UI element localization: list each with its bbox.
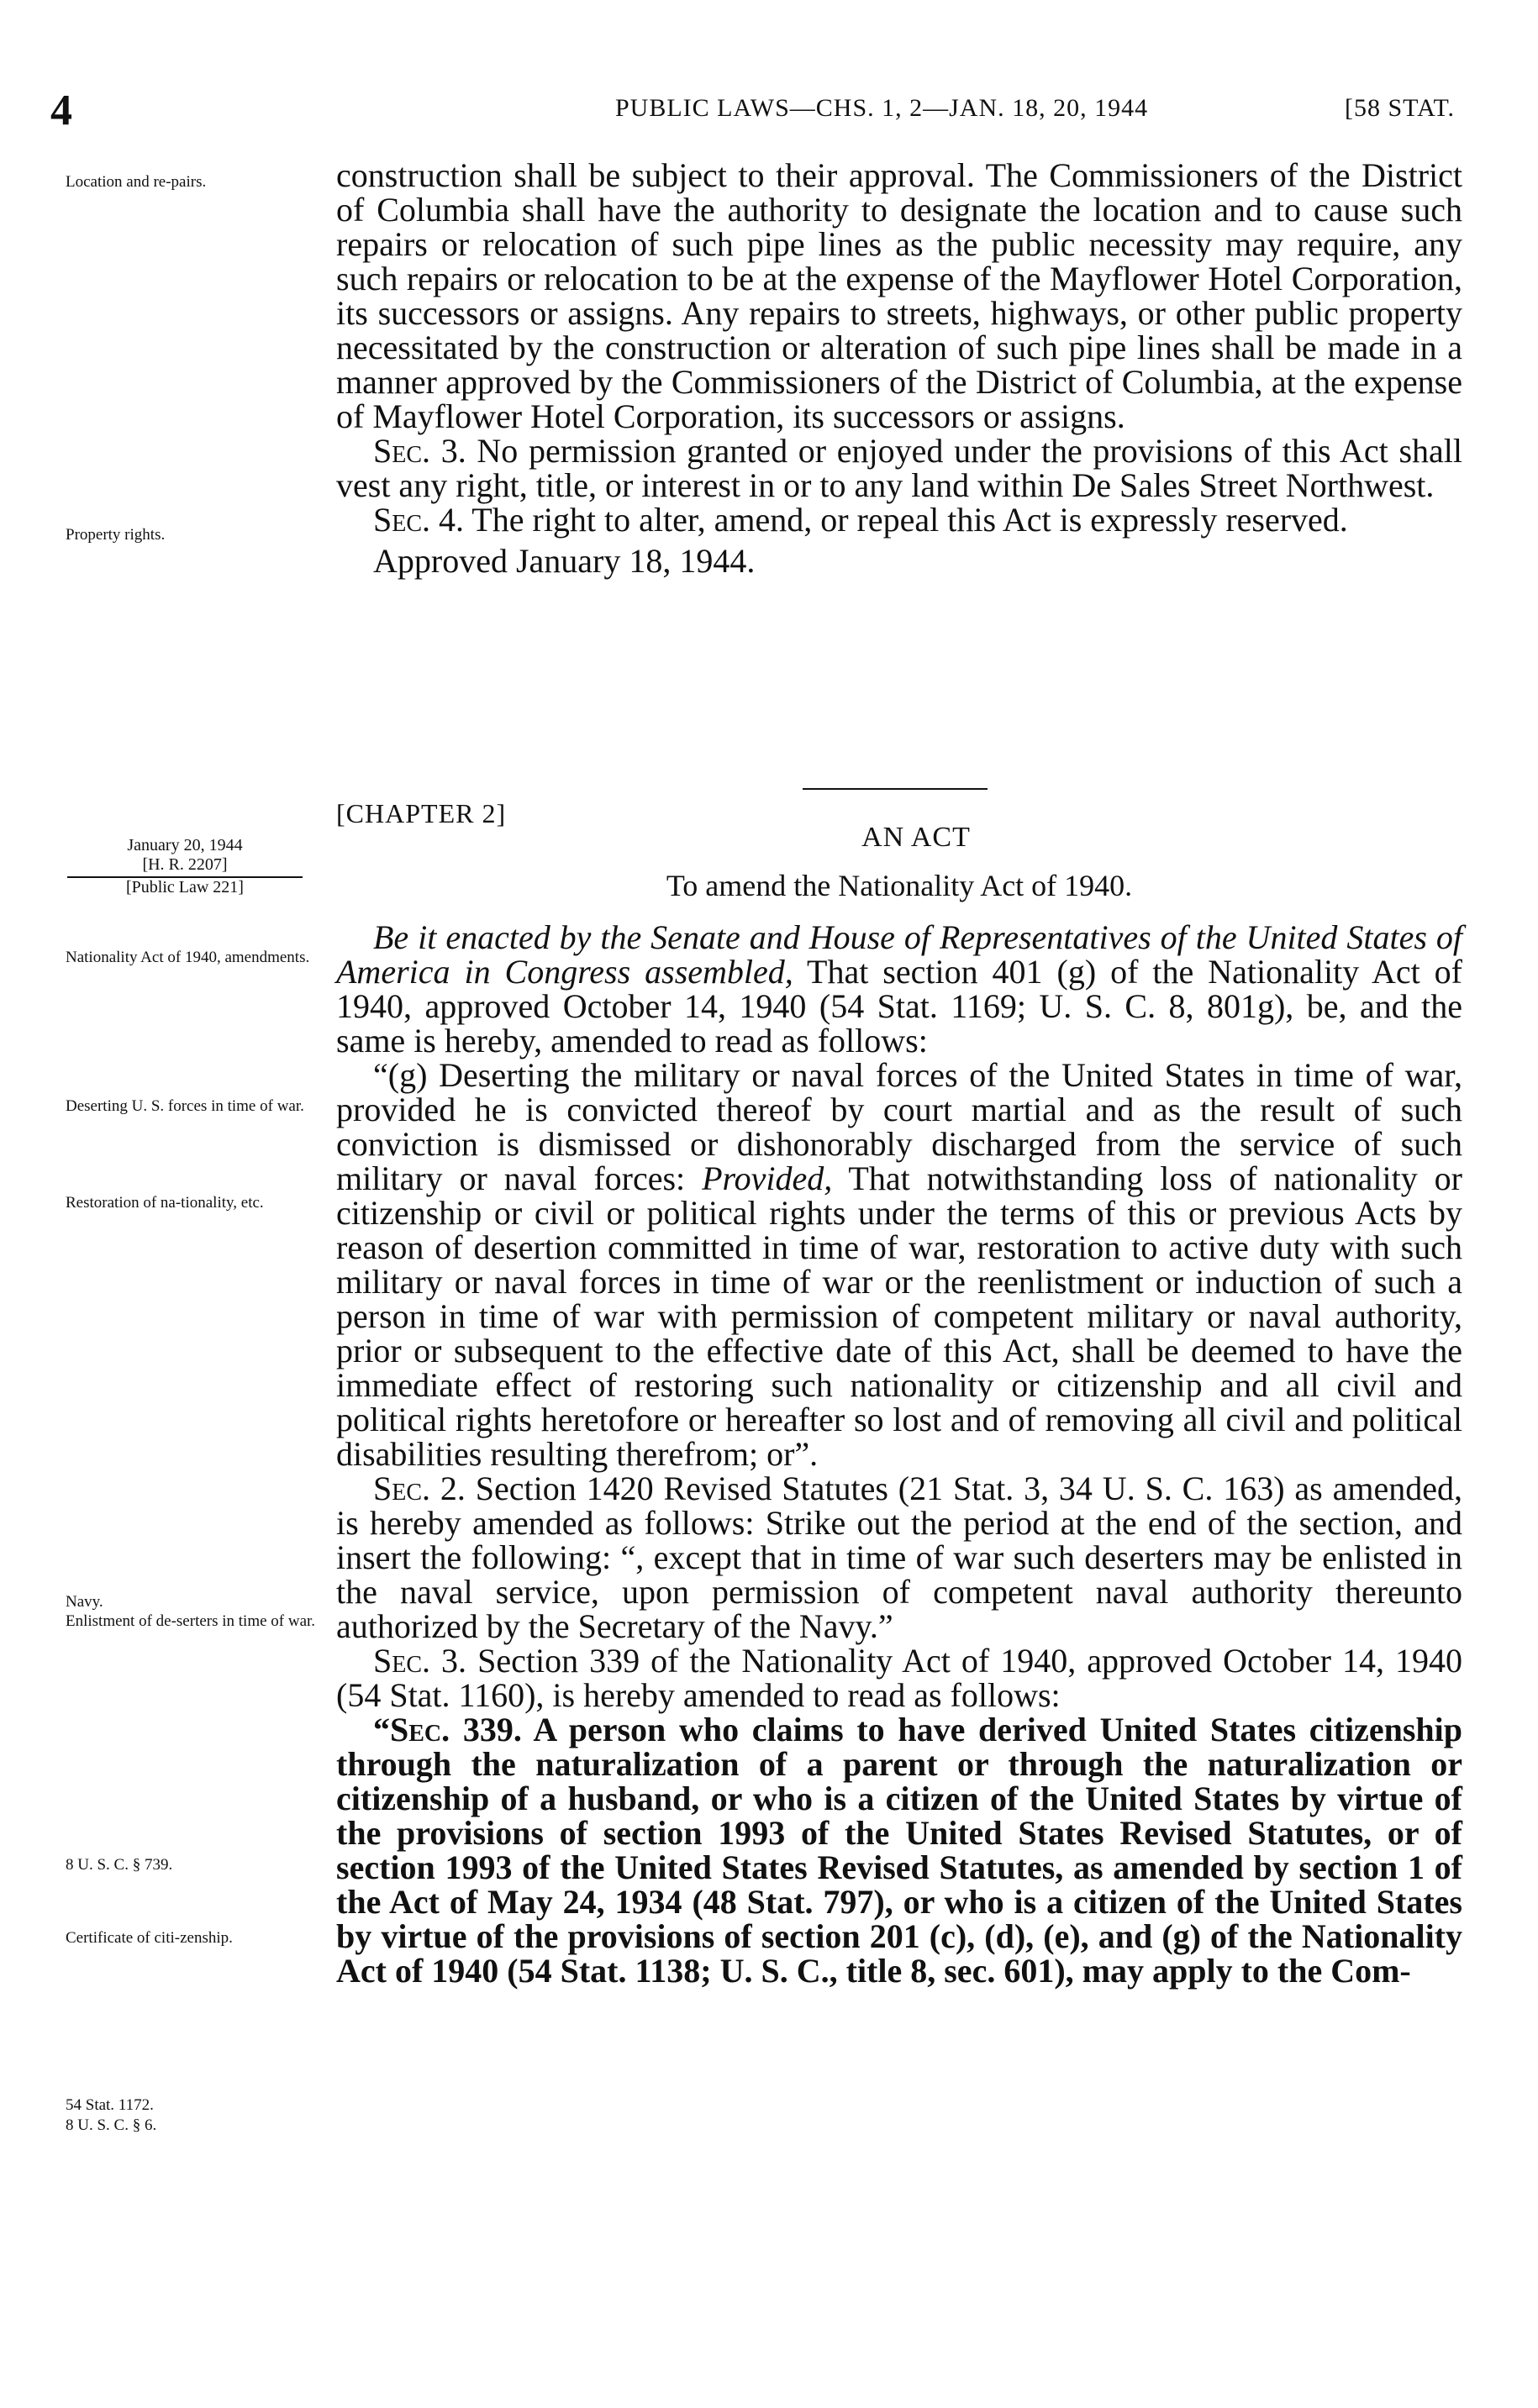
chapter2-section3 (336, 1643, 1462, 1712)
margin-note-enlistment: Enlistment of de-serters in time of war. (66, 1612, 316, 1630)
bill-info (50, 836, 319, 897)
page-number: 4 (50, 87, 72, 134)
section-text: Section 1420 Revised Statutes (21 Stat. 3, 34 U. S. C. 163) as amended, is hereby amended as follows: Strike out the period at the end of the section, and insert the following: “, except that in time of war such deserters may be enlisted in the naval service, upon permission of competent naval authority thereunto authorized by the Secretary of the Navy.” (336, 1470, 1462, 1645)
header-title: PUBLIC LAWS—CHS. 1, 2—JAN. 18, 20, 1944 (615, 94, 1149, 122)
chapter2-text (336, 920, 1462, 1988)
section-text: The right to alter, amend, or repeal this Act is expressly reserved. (464, 501, 1348, 539)
margin-note-location: Location and re-pairs. (66, 173, 207, 191)
enacting-formula: Be it enacted by the Senate and House of Representatives of the United States of America in Congress assembled, (336, 918, 1462, 991)
section-text: Section 339 of the Nationality Act of 1940, approved October 14, 1940 (54 Stat. 1160), is hereby amended to read as follows: (336, 1642, 1463, 1714)
chapter-divider (803, 788, 988, 790)
section-label: Sec. 4. (373, 501, 465, 539)
margin-note-deserting: Deserting U. S. forces in time of war. (66, 1097, 304, 1115)
approval-date: Approved January 18, 1944. (373, 542, 756, 580)
section-339 (336, 1712, 1462, 1988)
margin-note-usc739: 8 U. S. C. § 739. (66, 1856, 173, 1874)
subsection-g-text-b: That notwithstanding loss of nationality or citizenship or civil or political rights under the terms of this or previous Acts by reason of desertion committed in time of war, restoration to active duty with such military or naval forces in time of war or the reenlistment or induction of such a person in time of war with permission of competent military or naval authority, prior or subsequent to the effective date of this Act, shall be deemed to have the immediate effect of restoring such nationality or citizenship and all civil and political rights heretofore or hereafter so lost and of removing all civil and political disabilities resulting therefrom; or”. (336, 1159, 1462, 1473)
margin-note-restoration: Restoration of na-tionality, etc. (66, 1194, 264, 1212)
proviso-word: Provided, (702, 1159, 833, 1197)
section-label: Sec. 3. (373, 1642, 467, 1680)
section-label: Sec. 2. (373, 1470, 466, 1507)
subsection-g-text-a: “(g) Deserting the military or naval forces of the United States in time of war, provided he is convicted thereof by court martial and as the result of such conviction is dismissed or dishonorably discharged from the service of such military or naval forces: (336, 1056, 1462, 1197)
margin-note-nationality: Nationality Act of 1940, amendments. (66, 949, 310, 966)
chapter1-section4 (336, 502, 1462, 537)
chapter2-section2 (336, 1471, 1462, 1643)
section-text: No permission granted or enjoyed under the provisions of this Act shall vest any right, title, or interest in or to any land within De Sales Street Northwest. (336, 432, 1462, 504)
margin-note-certificate: Certificate of citi-zenship. (66, 1929, 233, 1947)
bill-date: January 20, 1944 (127, 836, 243, 854)
margin-note-navy: Navy. (66, 1593, 103, 1611)
chapter1-section3 (336, 434, 1462, 502)
section-text: A person who claims to have derived United States citizenship through the naturalization of a parent or through the naturalization or citizenship of a husband, or who is a citizen of the United States by virtue of the provisions of section 1993 of the United States Revised Statutes, or of section 1993 of the United States Revised Statutes, as amended by section 1 of the Act of May 24, 1934 (48 Stat. 797), or who is a citizen of the United States by virtue of the provisions of section 201 (c), (d), (e), and (g) of the Nationality Act of 1940 (54 Stat. 1138; U. S. C., title 8, sec. 601), may apply to the Com- (336, 1711, 1462, 1990)
bill-number: [H. R. 2207] (142, 855, 228, 874)
section-label: “Sec. 339. (373, 1711, 522, 1748)
subsection-g (336, 1058, 1462, 1471)
enacting-clause (336, 920, 1462, 1058)
running-header (50, 86, 1471, 136)
volume-reference: [58 STAT. (1345, 94, 1456, 122)
chapter1-paragraph: construction shall be subject to their approval. The Commissioners of the District of Columbia shall have the authority to designate the location and to cause such repairs or relocation of such pipe lines as the public necessity may require, any such repairs or relocation to be at the expense of the Mayflower Hotel Corporation, its successors or assigns. Any repairs to streets, highways, or other public property necessitated by the construction or alteration of such pipe lines shall be made in a manner approved by the Commissioners of the District of Columbia, at the expense of Mayflower Hotel Corporation, its successors or assigns. (336, 156, 1462, 435)
act-purpose: To amend the Nationality Act of 1940. (666, 869, 1133, 902)
enacting-text: That section 401 (g) of the Nationality Act of 1940, approved October 14, 1940 (54 Stat. 1169; U. S. C. 8, 801g), be, and the same is hereby, amended to read as follows: (336, 953, 1462, 1059)
margin-note-property: Property rights. (66, 526, 166, 544)
margin-note-stat1172: 54 Stat. 1172. (66, 2096, 154, 2114)
act-title: AN ACT (861, 822, 971, 853)
chapter1-text (336, 158, 1462, 578)
public-law-number: [Public Law 221] (67, 876, 303, 897)
margin-note-usc6: 8 U. S. C. § 6. (66, 2116, 157, 2134)
section-label: Sec. 3. (373, 432, 466, 470)
chapter-heading: [CHAPTER 2] (336, 798, 507, 828)
